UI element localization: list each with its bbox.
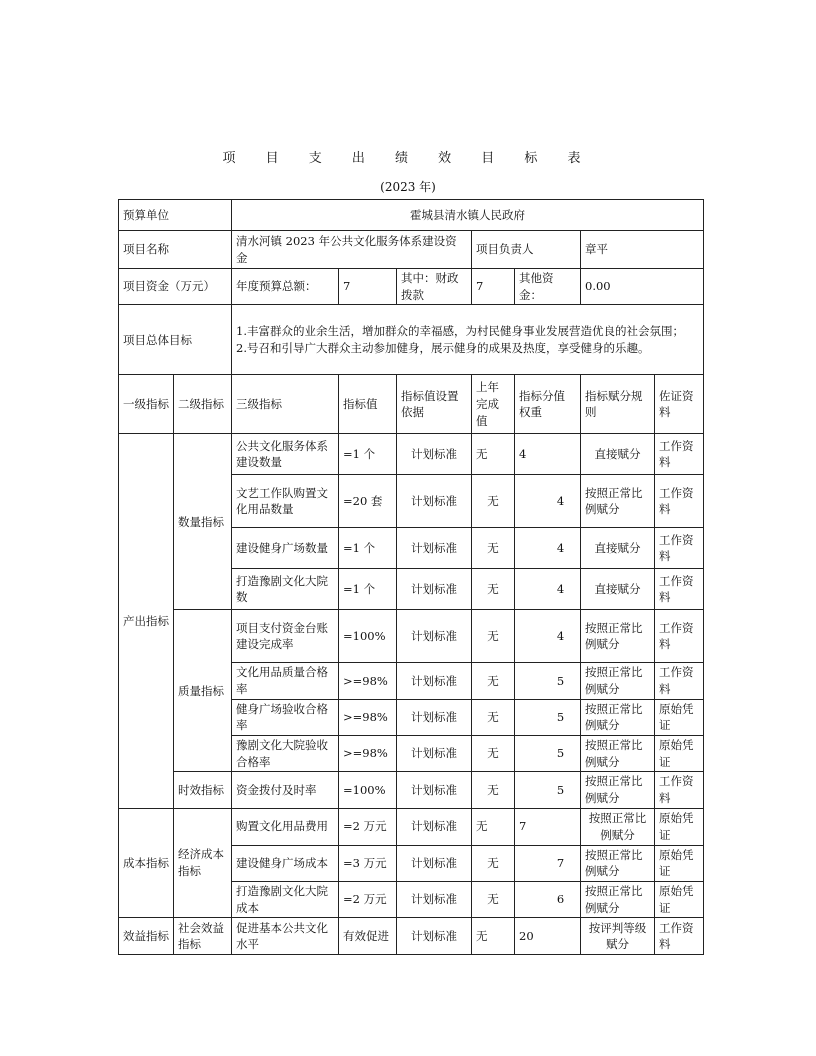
indicator-evidence: 原始凭证 — [655, 699, 704, 735]
indicator-last: 无 — [472, 845, 515, 881]
indicator-basis: 计划标准 — [397, 736, 472, 772]
indicator-name: 公共文化服务体系建设数量 — [232, 434, 339, 475]
fiscal-value: 7 — [472, 269, 515, 305]
indicator-name: 文艺工作队购置文化用品数量 — [232, 475, 339, 528]
year-subtitle: (2023 年) — [380, 180, 436, 194]
indicator-name: 建设健身广场数量 — [232, 528, 339, 569]
fiscal-label: 其中：财政拨款 — [397, 269, 472, 305]
indicator-value: >=98% — [339, 736, 397, 772]
indicator-last: 无 — [472, 882, 515, 918]
indicator-weight: 4 — [515, 434, 581, 475]
header-rule: 指标赋分规则 — [581, 375, 655, 434]
project-leader-value: 章平 — [581, 231, 704, 269]
group-timeliness: 时效指标 — [174, 772, 232, 808]
indicator-rule: 按照正常比例赋分 — [581, 808, 655, 845]
project-name-value: 清水河镇 2023 年公共文化服务体系建设资金 — [232, 231, 472, 269]
indicator-evidence: 工作资料 — [655, 569, 704, 610]
indicator-rule: 按照正常比例赋分 — [581, 699, 655, 735]
indicator-name: 资金拨付及时率 — [232, 772, 339, 808]
indicator-rule: 按照正常比例赋分 — [581, 610, 655, 663]
indicator-evidence: 工作资料 — [655, 610, 704, 663]
indicator-evidence: 工作资料 — [655, 528, 704, 569]
indicator-basis: 计划标准 — [397, 918, 472, 955]
indicator-value: 有效促进 — [339, 918, 397, 955]
indicator-last: 无 — [472, 528, 515, 569]
other-label: 其他资金： — [515, 269, 581, 305]
header-weight: 指标分值权重 — [515, 375, 581, 434]
indicator-value: =20 套 — [339, 475, 397, 528]
indicator-value: >=98% — [339, 699, 397, 735]
header-last-year: 上年完成值 — [472, 375, 515, 434]
indicator-evidence: 工作资料 — [655, 434, 704, 475]
indicator-value: =1 个 — [339, 434, 397, 475]
header-level1: 一级指标 — [119, 375, 174, 434]
group-benefit: 效益指标 — [119, 918, 174, 955]
indicator-last: 无 — [472, 808, 515, 845]
indicator-weight: 6 — [515, 882, 581, 918]
indicator-name: 打造豫剧文化大院成本 — [232, 882, 339, 918]
group-quantity: 数量指标 — [174, 434, 232, 610]
unit-value: 霍城县清水镇人民政府 — [232, 200, 704, 231]
indicator-name: 购置文化用品费用 — [232, 808, 339, 845]
project-leader-label: 项目负责人 — [472, 231, 581, 269]
page-title: 项 目 支 出 绩 效 目 标 表 — [222, 151, 594, 166]
indicator-rule: 按评判等级赋分 — [581, 918, 655, 955]
indicator-name: 促进基本公共文化水平 — [232, 918, 339, 955]
goal-line: 2.号召和引导广大群众主动参加健身，展示健身的成果及热度，享受健身的乐趣。 — [236, 340, 650, 355]
indicator-last: 无 — [472, 772, 515, 808]
indicator-basis: 计划标准 — [397, 610, 472, 663]
indicator-evidence: 工作资料 — [655, 475, 704, 528]
indicator-rule: 直接赋分 — [581, 528, 655, 569]
indicator-weight: 4 — [515, 475, 581, 528]
indicator-weight: 5 — [515, 663, 581, 699]
indicator-evidence: 工作资料 — [655, 772, 704, 808]
indicator-basis: 计划标准 — [397, 475, 472, 528]
indicator-weight: 4 — [515, 528, 581, 569]
indicator-value: =2 万元 — [339, 882, 397, 918]
indicator-weight: 7 — [515, 808, 581, 845]
group-cost: 成本指标 — [119, 808, 174, 918]
indicator-last: 无 — [472, 736, 515, 772]
header-level3: 三级指标 — [232, 375, 339, 434]
indicator-basis: 计划标准 — [397, 845, 472, 881]
indicator-rule: 按照正常比例赋分 — [581, 663, 655, 699]
indicator-name: 健身广场验收合格率 — [232, 699, 339, 735]
indicator-last: 无 — [472, 610, 515, 663]
group-social-benefit: 社会效益指标 — [174, 918, 232, 955]
indicator-basis: 计划标准 — [397, 434, 472, 475]
indicator-value: =2 万元 — [339, 808, 397, 845]
indicator-evidence: 原始凭证 — [655, 808, 704, 845]
group-quality: 质量指标 — [174, 610, 232, 772]
indicator-basis: 计划标准 — [397, 528, 472, 569]
header-level2: 二级指标 — [174, 375, 232, 434]
indicator-rule: 按照正常比例赋分 — [581, 882, 655, 918]
indicator-rule: 按照正常比例赋分 — [581, 845, 655, 881]
indicator-rule: 按照正常比例赋分 — [581, 736, 655, 772]
indicator-rule: 按照正常比例赋分 — [581, 772, 655, 808]
header-evidence: 佐证资料 — [655, 375, 704, 434]
indicator-value: =100% — [339, 610, 397, 663]
indicator-basis: 计划标准 — [397, 772, 472, 808]
indicator-basis: 计划标准 — [397, 882, 472, 918]
indicator-name: 项目支付资金台账建设完成率 — [232, 610, 339, 663]
goal-label: 项目总体目标 — [119, 305, 232, 375]
indicator-name: 建设健身广场成本 — [232, 845, 339, 881]
indicator-weight: 7 — [515, 845, 581, 881]
indicator-last: 无 — [472, 434, 515, 475]
performance-table — [118, 199, 704, 955]
funds-label: 项目资金（万元） — [119, 269, 232, 305]
indicator-weight: 20 — [515, 918, 581, 955]
indicator-evidence: 工作资料 — [655, 918, 704, 955]
indicator-evidence: 工作资料 — [655, 663, 704, 699]
indicator-evidence: 原始凭证 — [655, 845, 704, 881]
indicator-evidence: 原始凭证 — [655, 736, 704, 772]
indicator-weight: 5 — [515, 772, 581, 808]
indicator-rule: 直接赋分 — [581, 569, 655, 610]
annual-budget-value: 7 — [339, 269, 397, 305]
indicator-weight: 4 — [515, 610, 581, 663]
indicator-rule: 按照正常比例赋分 — [581, 475, 655, 528]
header-value: 指标值 — [339, 375, 397, 434]
goal-text — [232, 305, 704, 375]
indicator-name: 文化用品质量合格率 — [232, 663, 339, 699]
indicator-weight: 5 — [515, 699, 581, 735]
other-value: 0.00 — [581, 269, 704, 305]
indicator-basis: 计划标准 — [397, 699, 472, 735]
indicator-basis: 计划标准 — [397, 808, 472, 845]
indicator-last: 无 — [472, 475, 515, 528]
indicator-weight: 4 — [515, 569, 581, 610]
indicator-basis: 计划标准 — [397, 663, 472, 699]
indicator-value: =1 个 — [339, 528, 397, 569]
indicator-basis: 计划标准 — [397, 569, 472, 610]
indicator-evidence: 原始凭证 — [655, 882, 704, 918]
indicator-last: 无 — [472, 699, 515, 735]
indicator-value: =1 个 — [339, 569, 397, 610]
indicator-name: 打造豫剧文化大院数 — [232, 569, 339, 610]
goal-line: 1.丰富群众的业余生活，增加群众的幸福感，为村民健身事业发展营造优良的社会氛围； — [236, 324, 684, 339]
header-basis: 指标值设置依据 — [397, 375, 472, 434]
indicator-rule: 直接赋分 — [581, 434, 655, 475]
indicator-name: 豫剧文化大院验收合格率 — [232, 736, 339, 772]
unit-label: 预算单位 — [119, 200, 232, 231]
indicator-value: >=98% — [339, 663, 397, 699]
group-output: 产出指标 — [119, 434, 174, 808]
project-name-label: 项目名称 — [119, 231, 232, 269]
group-economic-cost: 经济成本指标 — [174, 808, 232, 918]
annual-budget-label: 年度预算总额： — [232, 269, 339, 305]
indicator-last: 无 — [472, 663, 515, 699]
indicator-last: 无 — [472, 569, 515, 610]
indicator-value: =100% — [339, 772, 397, 808]
indicator-last: 无 — [472, 918, 515, 955]
indicator-weight: 5 — [515, 736, 581, 772]
indicator-value: =3 万元 — [339, 845, 397, 881]
